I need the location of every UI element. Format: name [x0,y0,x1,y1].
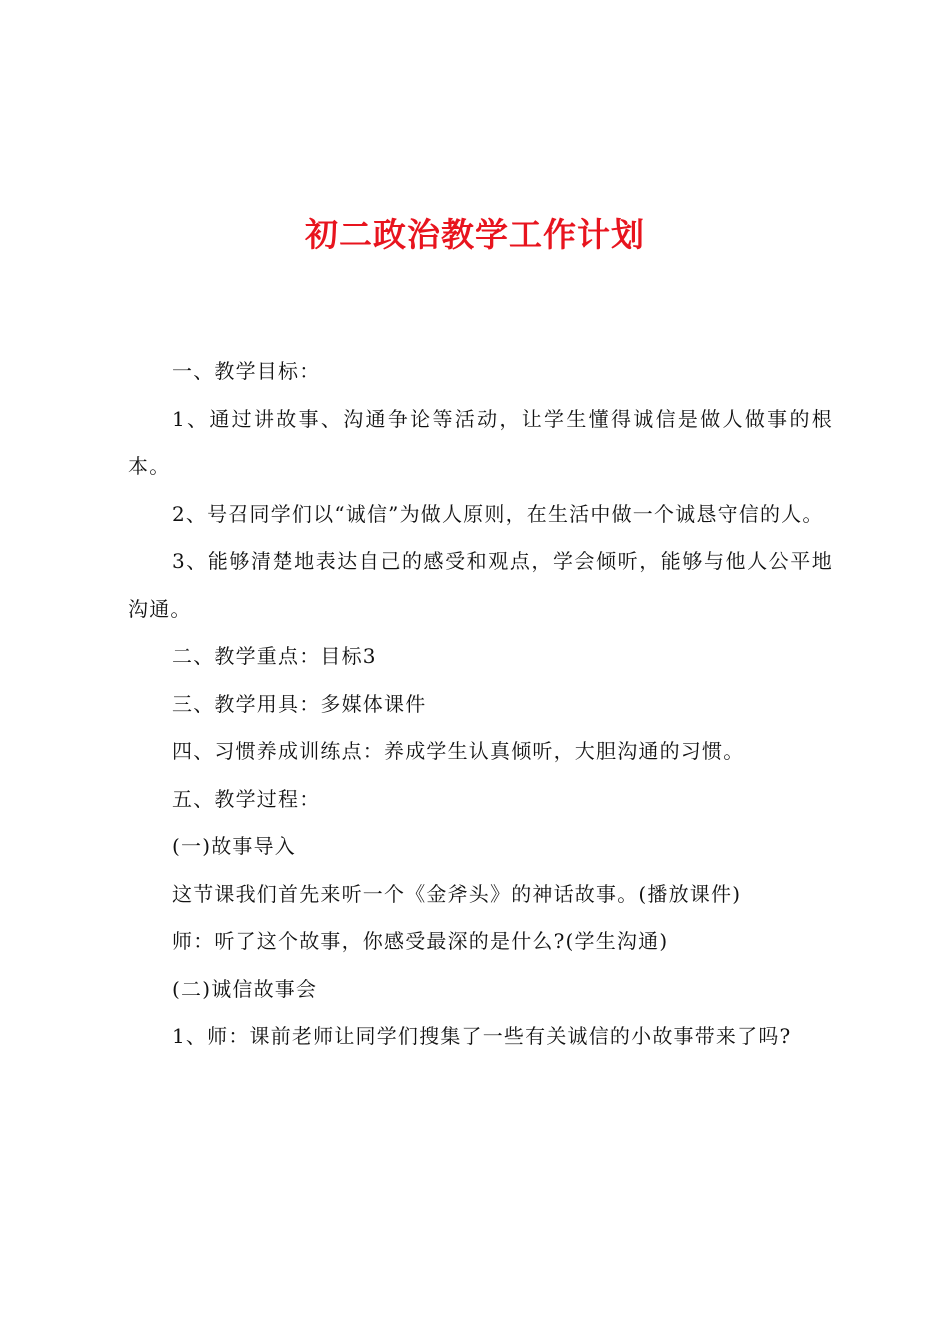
paragraph-section-3: 三、教学用具：多媒体课件 [172,691,427,716]
paragraph-section-5-heading: 五、教学过程： [172,786,321,811]
paragraph-goal-2: 2、号召同学们以“诚信”为做人原则，在生活中做一个诚恳守信的人。 [172,501,824,526]
paragraph-teacher-prompt: 1、师：课前老师让同学们搜集了一些有关诚信的小故事带来了吗? [172,1024,792,1048]
paragraph-story-intro: 这节课我们首先来听一个《金斧头》的神话故事。(播放课件) [172,881,742,906]
paragraph-subsection-1: (一)故事导入 [172,834,297,858]
document-title: 初二政治教学工作计划 [305,215,645,254]
paragraph-section-1-heading: 一、教学目标： [172,359,321,383]
paragraph-section-4: 四、习惯养成训练点：养成学生认真倾听，大胆沟通的习惯。 [172,739,745,763]
document-body [128,348,833,1061]
paragraph-section-2: 二、教学重点：目标3 [172,644,377,668]
paragraph-goal-3: 3、能够清楚地表达自己的感受和观点，学会倾听，能够与他人公平地沟通。 [128,549,833,621]
paragraph-teacher-question: 师：听了这个故事，你感受最深的是什么?(学生沟通) [172,929,669,953]
paragraph-goal-1: 1、通过讲故事、沟通争论等活动，让学生懂得诚信是做人做事的根本。 [128,406,833,478]
paragraph-subsection-2: (二)诚信故事会 [172,976,318,1001]
